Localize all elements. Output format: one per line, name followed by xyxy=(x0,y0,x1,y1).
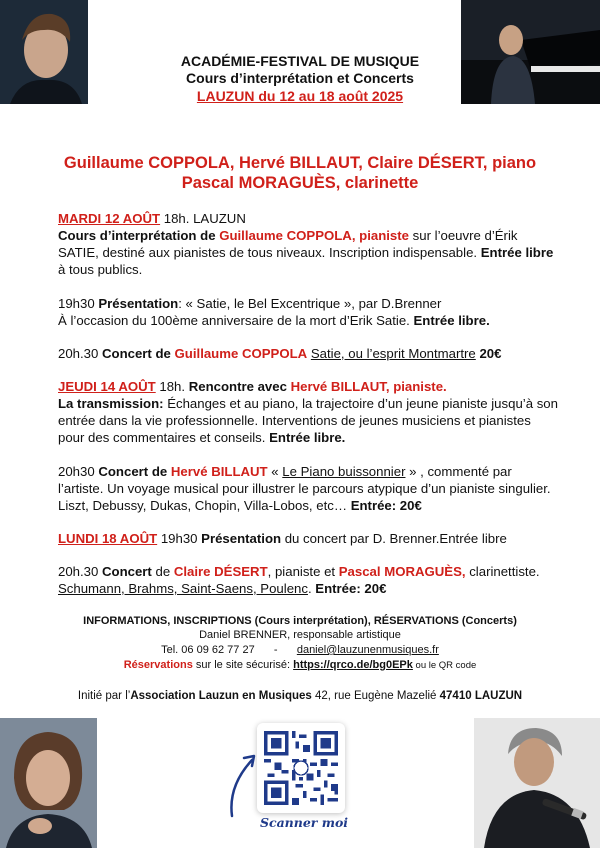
concert-label: Concert xyxy=(102,564,152,579)
concert-price: 20€ xyxy=(479,346,502,361)
cours-label: Cours d’interprétation de xyxy=(58,228,220,243)
day-jeudi: JEUDI 14 AOÛT xyxy=(58,379,156,394)
concert-artist-moragues: Pascal MORAGUÈS, xyxy=(338,564,466,579)
presentation-desc: du concert par D. Brenner.Entrée libre xyxy=(281,531,507,546)
concert-label: Concert de xyxy=(102,346,175,361)
presentation-label: Présentation xyxy=(201,531,282,546)
event-concert-desert-moragues xyxy=(58,563,558,597)
resa-text: sur le site sécurisé: xyxy=(192,659,294,671)
day-lundi: LUNDI 18 AOÛT xyxy=(58,531,158,546)
footer-city: 47410 LAUZUN xyxy=(439,690,523,702)
quote-open: « xyxy=(267,464,283,479)
concert-label: Concert de xyxy=(98,464,171,479)
footer-address: 42, rue Eugène Mazelié xyxy=(311,690,440,702)
transmission-desc: Échanges et au piano, la trajectoire d’un jeune pianiste jusqu’à son entrée dans la vie professionnelle. Interventions de jeunes musiciens et pianistes pour des commentaires et conseils. xyxy=(58,396,558,445)
resa-tail: ou le QR code xyxy=(412,660,477,671)
event-jeudi-rencontre xyxy=(58,378,558,446)
anniversary-text: À l’occasion du 100ème anniversaire de la mort d’Erik Satie. xyxy=(58,313,414,328)
concert-time: 20h.30 xyxy=(58,346,102,361)
event-concert-billaut xyxy=(58,463,558,514)
transmission-label: La transmission: xyxy=(58,396,168,411)
info-reservations xyxy=(0,658,600,673)
arrow-icon xyxy=(222,750,262,820)
rencontre-time: 18h. xyxy=(155,379,189,394)
footer-initie: Initié par l’ xyxy=(77,690,131,702)
billaut-pianiste: Hervé BILLAUT, pianiste. xyxy=(290,379,447,394)
festival-dates: LAUZUN du 12 au 18 août 2025 xyxy=(196,88,404,104)
info-tel: Tel. 06 09 62 77 27 xyxy=(161,644,255,656)
concert-price: Entrée: 20€ xyxy=(315,581,387,596)
event-lundi-presentation xyxy=(58,530,558,547)
entree-libre: Entrée libre. xyxy=(269,430,346,445)
concert-time: 20h30 xyxy=(58,464,99,479)
footer-association xyxy=(0,689,600,704)
festival-subtitle: Cours d’interprétation et Concerts xyxy=(186,70,414,86)
concert-program: Le Piano buissonnier xyxy=(282,464,406,479)
qr-code-icon xyxy=(264,731,338,805)
concert-program: Schumann, Brahms, Saint-Saens, Poulenc xyxy=(58,581,308,596)
presentation-label: Présentation xyxy=(98,296,179,311)
rencontre-label: Rencontre avec xyxy=(188,379,291,394)
photo-pascal-moragues xyxy=(474,718,600,848)
event-presentation-satie xyxy=(58,295,558,329)
presentation-time: 19h30 xyxy=(157,531,202,546)
artists-line-2: Pascal MORAGUÈS, clarinette xyxy=(181,174,419,192)
concert-role-2: clarinettiste. xyxy=(465,564,540,579)
spacer: . xyxy=(307,581,316,596)
festival-title: ACADÉMIE-FESTIVAL DE MUSIQUE xyxy=(180,53,420,69)
artists-line-1: Guillaume COPPOLA, Hervé BILLAUT, Claire DÉSERT, piano xyxy=(63,154,537,172)
info-email-link[interactable]: daniel@lauzunenmusiques.fr xyxy=(296,644,439,656)
concert-artist: Hervé BILLAUT xyxy=(170,464,268,479)
concert-role: , pianiste et xyxy=(267,564,339,579)
presentation-title: : « Satie, le Bel Excentrique », par D.Brenner xyxy=(178,296,442,311)
concert-time: 20h.30 xyxy=(58,564,102,579)
event-mardi-cours xyxy=(58,210,558,278)
concert-price: Entrée: 20€ xyxy=(350,498,422,513)
entree-libre: Entrée libre xyxy=(480,245,554,260)
qr-caption: Scanner moi xyxy=(259,815,349,830)
day-mardi: MARDI 12 AOÛT xyxy=(58,211,161,226)
event-concert-coppola xyxy=(58,345,558,362)
qr-code-card[interactable] xyxy=(257,723,345,813)
concert-desc: » , commenté par l’artiste. Un voyage musical pour illustrer le parcours atypique d’un pianiste singulier. Liszt, Debussy, Dukas, Chopin, Villa-Lobos, etc… xyxy=(58,464,551,513)
presentation-time: 19h30 xyxy=(58,296,99,311)
info-contact: Daniel BRENNER, responsable artistique xyxy=(199,629,401,641)
cours-desc: sur l’oeuvre d’Érik SATIE, destiné aux pianistes de tous niveaux. Inscription indispensable. xyxy=(58,228,518,260)
info-dash: - xyxy=(273,644,278,656)
concert-program: Satie, ou l’esprit Montmartre xyxy=(310,346,476,361)
cours-tail: à tous publics. xyxy=(58,262,143,277)
time-location: 18h. LAUZUN xyxy=(160,211,246,226)
footer-association-name: Association Lauzun en Musiques xyxy=(130,690,312,702)
concert-artist-desert: Claire DÉSERT xyxy=(173,564,268,579)
concert-artist: Guillaume COPPOLA xyxy=(174,346,308,361)
entree-libre: Entrée libre. xyxy=(413,313,490,328)
resa-link[interactable]: https://qrco.de/bg0EPk xyxy=(293,659,413,671)
info-title: INFORMATIONS, INSCRIPTIONS (Cours interprétation), RÉSERVATIONS (Concerts) xyxy=(83,615,517,627)
resa-label: Réservations xyxy=(123,659,193,671)
coppola-pianiste: Guillaume COPPOLA, pianiste xyxy=(219,228,409,243)
info-tel-email xyxy=(0,643,600,658)
photo-claire-desert xyxy=(0,718,97,848)
concert-de: de xyxy=(151,564,174,579)
